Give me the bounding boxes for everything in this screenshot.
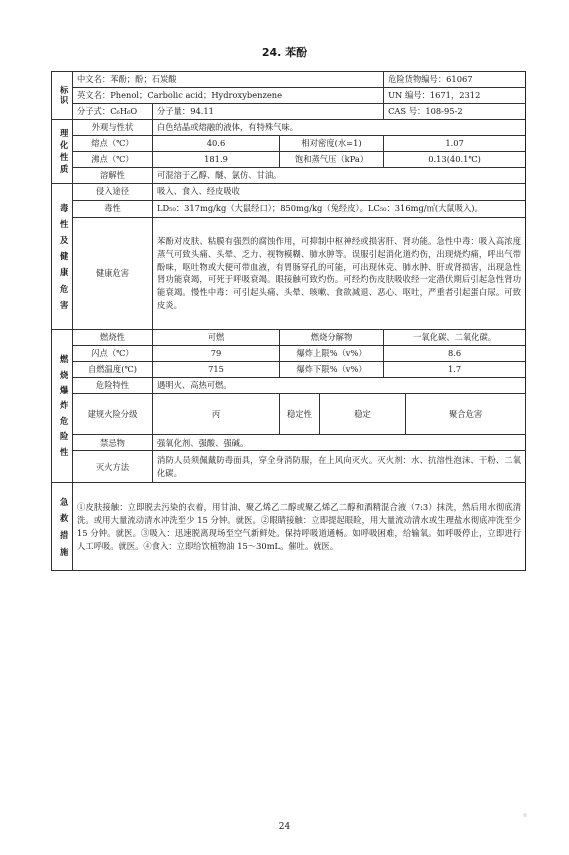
- section-identification: [52, 72, 73, 120]
- page-title: 24. 苯酚: [261, 46, 308, 59]
- dangerous-goods-number: 危险货物编号：61067: [384, 72, 526, 88]
- section-identification-label: 标识: [60, 85, 69, 106]
- vapor-pressure-label: 饱和蒸气压（kPa）: [280, 151, 384, 167]
- toxicity-value: LD₅₀：317mg/kg（大鼠经口）；850mg/kg（兔经皮）。LC₅₀：316mg/㎥(大鼠吸入)。: [153, 200, 526, 217]
- combustion-products-value: 一氧化碳、二氧化碳。: [384, 329, 526, 345]
- section-physical-chemical: [52, 119, 73, 183]
- page-number: 24: [278, 822, 291, 832]
- flash-point-label: 闪点（℃）: [73, 345, 153, 361]
- extinguishing-method-label: 灭火方法: [73, 451, 153, 483]
- stability-value: 稳定: [320, 393, 406, 435]
- appearance-value: 白色结晶或熔融的液体，有特殊气味。: [153, 119, 526, 135]
- incompatible-materials-label: 禁忌物: [73, 435, 153, 451]
- scan-mark: [523, 813, 527, 817]
- hazard-characteristics-value: 遇明火、高热可燃。: [153, 377, 526, 393]
- entry-route-value: 吸入、食入、经皮吸收: [153, 183, 526, 200]
- un-number: UN 编号：1671，2312: [384, 88, 526, 104]
- boiling-point-label: 沸点（℃）: [73, 151, 153, 167]
- boiling-point-value: 181.9: [153, 151, 280, 167]
- melting-point-label: 熔点（℃）: [73, 135, 153, 151]
- fire-hazard-class-value: 丙: [153, 393, 280, 435]
- fire-hazard-class-label: 建规火险分级: [73, 393, 153, 435]
- extinguishing-method-value: 消防人员须佩戴防毒面具，穿全身消防服，在上风向灭火。灭火剂：水、抗溶性泡沫、干粉、二氧化碳。: [153, 451, 526, 483]
- chinese-name: 中文名：苯酚；酚；石炭酸: [73, 72, 384, 88]
- upper-explosion-limit-label: 爆炸上限%（v%）: [280, 345, 384, 361]
- autoignition-temp-value: 715: [153, 361, 280, 377]
- health-hazard-label: 健康危害: [73, 217, 153, 329]
- melting-point-value: 40.6: [153, 135, 280, 151]
- autoignition-temp-label: 自燃温度(℃): [73, 361, 153, 377]
- solubility-value: 可混溶于乙醇、醚、氯仿、甘油。: [153, 167, 526, 183]
- section-toxicity-health-label: 毒性及健康危害: [60, 202, 69, 310]
- flash-point-value: 79: [153, 345, 280, 361]
- health-hazard-value: 苯酚对皮肤、粘膜有强烈的腐蚀作用，可抑制中枢神经或损害肝、肾功能。急性中毒：吸入高浓度蒸气可致头痛、头晕、乏力、视物模糊、肺水肿等。误服引起消化道灼伤，出现烧灼痛，呼出气带酚味，呕吐物或大便可带血液，有胃肠穿孔的可能，可出现休克、肺水肿、肝或肾损害，出现急性肾功能衰竭，可死于呼吸衰竭。眼接触可致灼伤。可经灼伤皮肤吸收经一定潜伏期后引起急性肾功能衰竭。慢性中毒：可引起头痛、头晕、咳嗽、食欲减退、恶心、呕吐，严重者引起蛋白尿。可致皮炎。: [153, 217, 526, 329]
- relative-density-label: 相对密度(水=1): [280, 135, 384, 151]
- first-aid-value: ①皮肤接触：立即脱去污染的衣着，用甘油、聚乙烯乙二醇或聚乙烯乙二醇和酒精混合液（7:3）抹洗，然后用水彻底清洗。或用大量流动清水冲洗至少 15 分钟。就医。②眼睛接触：立即提起眼睑，用大量流动清水或生理盐水彻底冲洗至少 15 分钟。就医。③吸入：迅速脱离现场至空气新鲜处。保持呼吸道通畅。如呼吸困难，给输氧。如呼吸停止，立即进行人工呼吸。就医。④食入：立即给饮植物油 15～30mL。催吐。就医。: [73, 483, 526, 571]
- appearance-label: 外观与性状: [73, 119, 153, 135]
- section-toxicity-health: [52, 183, 73, 329]
- msds-table: [51, 71, 526, 571]
- solubility-label: 溶解性: [73, 167, 153, 183]
- vapor-pressure-value: 0.13(40.1℃): [384, 151, 526, 167]
- toxicity-label: 毒性: [73, 200, 153, 217]
- stability-label: 稳定性: [280, 393, 320, 435]
- section-fire-explosion: [52, 329, 73, 483]
- lower-explosion-limit-label: 爆炸下限%（v%）: [280, 361, 384, 377]
- incompatible-materials-value: 强氧化剂、强酸、强碱。: [153, 435, 526, 451]
- combustibility-value: 可燃: [153, 329, 280, 345]
- hazard-characteristics-label: 危险特性: [73, 377, 153, 393]
- section-first-aid: [52, 483, 73, 571]
- english-name: 英文名：Phenol；Carbolic acid；Hydroxybenzene: [73, 88, 384, 104]
- combustion-products-label: 燃烧分解物: [280, 329, 384, 345]
- molecular-weight: 分子量：94.11: [153, 104, 384, 120]
- combustibility-label: 燃烧性: [73, 329, 153, 345]
- section-fire-explosion-label: 燃烧爆炸危险性: [60, 354, 69, 457]
- section-physical-chemical-label: 理化性质: [60, 128, 69, 175]
- relative-density-value: 1.07: [384, 135, 526, 151]
- cas-number: CAS 号：108-95-2: [384, 104, 526, 120]
- lower-explosion-limit-value: 1.7: [384, 361, 526, 377]
- entry-route-label: 侵入途径: [73, 183, 153, 200]
- upper-explosion-limit-value: 8.6: [384, 345, 526, 361]
- polymerization-hazard-label: 聚合危害: [406, 393, 526, 435]
- molecular-formula: 分子式：C₆H₆O: [73, 104, 153, 120]
- section-first-aid-label: 急救措施: [60, 496, 69, 557]
